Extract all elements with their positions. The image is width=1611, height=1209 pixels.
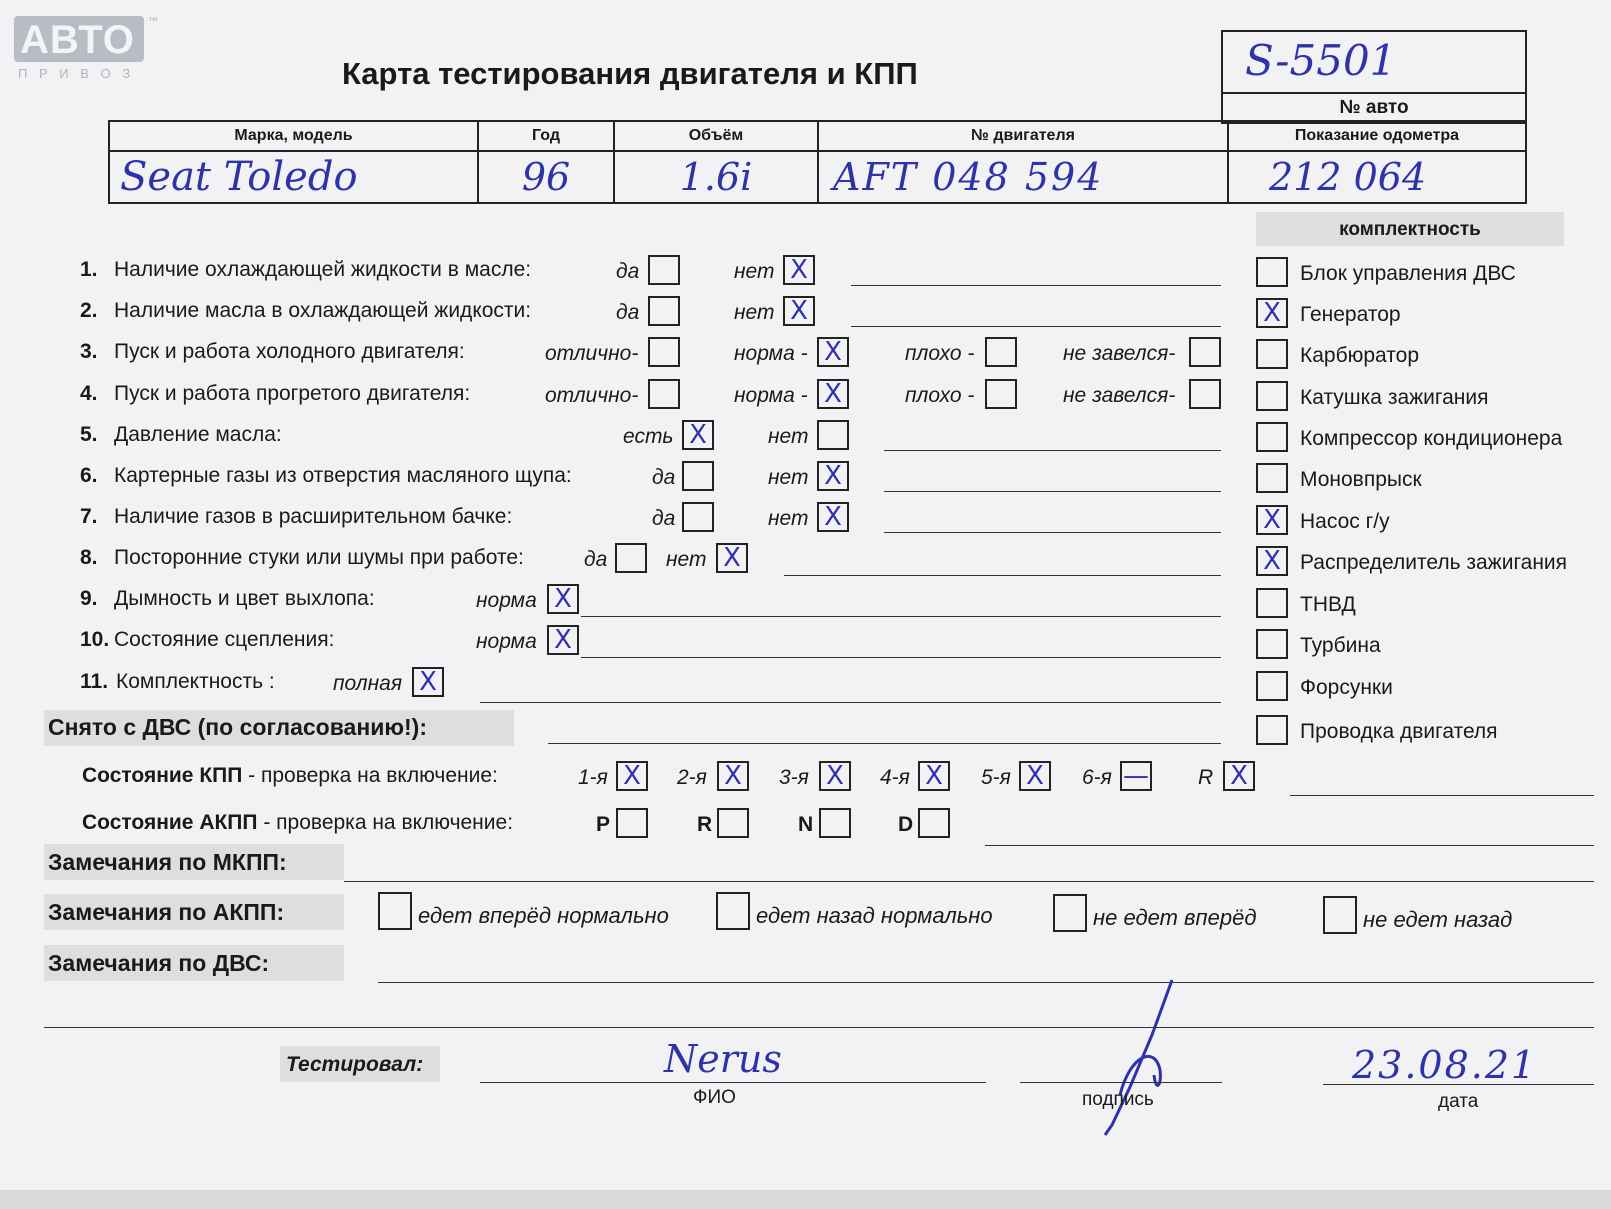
option-checkbox[interactable] bbox=[412, 667, 444, 697]
completeness-item-label: Катушка зажигания bbox=[1300, 386, 1489, 409]
auto-number-value: S-5501 bbox=[1245, 36, 1397, 85]
check-mark bbox=[920, 810, 948, 836]
check-mark bbox=[1258, 673, 1286, 699]
auto-number-label: № авто bbox=[1339, 97, 1409, 118]
option-label: да bbox=[616, 260, 640, 283]
tester-name-value: Nerus bbox=[664, 1037, 782, 1081]
completeness-checkbox[interactable] bbox=[1256, 381, 1288, 411]
check-mark bbox=[684, 463, 712, 489]
date-value: 23.08.21 bbox=[1352, 1043, 1538, 1087]
volume-value: 1.6i bbox=[679, 155, 753, 199]
question-text: Комплектность : bbox=[116, 670, 275, 693]
question-number: 3. bbox=[80, 340, 98, 363]
check-mark: X bbox=[824, 461, 842, 491]
completeness-checkbox[interactable] bbox=[1256, 463, 1288, 493]
question-text: Давление масла: bbox=[114, 423, 282, 446]
gear-label: 5-я bbox=[981, 766, 1011, 789]
engine-value: AFT 048 594 bbox=[833, 155, 1104, 199]
completeness-item-label: ТНВД bbox=[1300, 593, 1356, 616]
akpp-remark-checkbox[interactable] bbox=[1053, 894, 1087, 932]
question-text: Картерные газы из отверстия масляного щупа: bbox=[114, 464, 572, 487]
check-mark: X bbox=[554, 625, 572, 655]
check-mark bbox=[684, 504, 712, 530]
make-value: Seat Toledo bbox=[120, 154, 358, 200]
removed-line bbox=[548, 743, 1221, 744]
kpp-label: Состояние КПП - проверка на включение: bbox=[82, 764, 498, 787]
check-mark bbox=[1258, 631, 1286, 657]
page-title: Карта тестирования двигателя и КПП bbox=[342, 56, 918, 91]
completeness-checkbox[interactable] bbox=[1256, 505, 1288, 535]
check-mark: X bbox=[824, 379, 842, 409]
completeness-item-label: Блок управления ДВС bbox=[1300, 262, 1516, 285]
option-label: норма bbox=[476, 630, 537, 653]
check-mark bbox=[1258, 717, 1286, 743]
completeness-title: комплектность bbox=[1339, 219, 1481, 240]
check-mark: — bbox=[1123, 761, 1149, 791]
mode-label: D bbox=[898, 813, 914, 836]
question-number: 6. bbox=[80, 464, 98, 487]
note-line bbox=[581, 616, 1221, 617]
signature-line bbox=[1020, 1082, 1222, 1083]
gear-checkbox[interactable] bbox=[616, 761, 648, 791]
option-label: не завелся- bbox=[1063, 384, 1176, 407]
option-checkbox[interactable] bbox=[817, 502, 849, 532]
note-line bbox=[784, 575, 1221, 576]
option-checkbox[interactable] bbox=[817, 379, 849, 409]
gear-label: 3-я bbox=[779, 766, 809, 789]
check-mark bbox=[987, 339, 1015, 365]
akpp-remark-checkbox[interactable] bbox=[1323, 896, 1357, 934]
akpp-remark-label: не едет назад bbox=[1363, 907, 1513, 932]
signature-caption: подпись bbox=[1082, 1089, 1154, 1110]
tested-by-label: Тестировал: bbox=[286, 1053, 424, 1076]
check-mark bbox=[1258, 341, 1286, 367]
gear-label: 1-я bbox=[578, 766, 608, 789]
check-mark: X bbox=[419, 667, 437, 697]
tester-name-line bbox=[480, 1082, 986, 1083]
question-number: 8. bbox=[80, 546, 98, 569]
auto-number-box bbox=[1221, 30, 1527, 124]
check-mark bbox=[618, 810, 646, 836]
option-checkbox[interactable] bbox=[817, 337, 849, 367]
check-mark: X bbox=[826, 761, 844, 791]
question-text: Состояние сцепления: bbox=[114, 628, 335, 651]
option-label: не завелся- bbox=[1063, 342, 1176, 365]
completeness-item-label: Турбина bbox=[1300, 634, 1381, 657]
note-line bbox=[884, 450, 1221, 451]
option-checkbox[interactable] bbox=[716, 543, 748, 573]
akpp-remark-label: едет назад нормально bbox=[756, 903, 993, 928]
completeness-item-label: Моновпрыск bbox=[1300, 468, 1422, 491]
kpp-note-line bbox=[1290, 795, 1594, 796]
check-mark: X bbox=[1263, 505, 1281, 535]
question-number: 2. bbox=[80, 299, 98, 322]
option-checkbox[interactable] bbox=[682, 420, 714, 450]
option-label: да bbox=[652, 507, 676, 530]
note-line bbox=[851, 285, 1221, 286]
mode-checkbox[interactable] bbox=[918, 808, 950, 838]
check-mark bbox=[1191, 381, 1219, 407]
completeness-checkbox[interactable] bbox=[1256, 339, 1288, 369]
mode-label: R bbox=[697, 813, 713, 836]
check-mark bbox=[650, 298, 678, 324]
vehicle-header-table bbox=[108, 120, 1527, 204]
completeness-checkbox[interactable] bbox=[1256, 546, 1288, 576]
date-line bbox=[1323, 1084, 1594, 1085]
check-mark bbox=[1258, 383, 1286, 409]
gear-checkbox[interactable] bbox=[819, 761, 851, 791]
note-line bbox=[581, 657, 1221, 658]
akpp-note-line bbox=[985, 845, 1594, 846]
check-mark: X bbox=[724, 761, 742, 791]
question-number: 7. bbox=[80, 505, 98, 528]
option-checkbox[interactable] bbox=[682, 502, 714, 532]
remarks-akpp-label: Замечания по АКПП: bbox=[48, 899, 285, 925]
engine-label: № двигателя bbox=[818, 121, 1228, 151]
remarks-dvs-label: Замечания по ДВС: bbox=[48, 950, 270, 976]
akpp-remark-checkbox[interactable] bbox=[378, 892, 412, 930]
completeness-item-label: Насос г/у bbox=[1300, 510, 1390, 533]
mode-checkbox[interactable] bbox=[819, 808, 851, 838]
check-mark bbox=[1055, 896, 1085, 930]
check-mark bbox=[819, 422, 847, 448]
completeness-checkbox[interactable] bbox=[1256, 715, 1288, 745]
check-mark: X bbox=[790, 255, 808, 285]
logo-sub-text: П Р И В О З bbox=[18, 66, 135, 81]
check-mark: X bbox=[623, 761, 641, 791]
logo bbox=[14, 16, 158, 86]
option-label: полная bbox=[333, 672, 403, 695]
check-mark bbox=[1258, 259, 1286, 285]
akpp-label: Состояние АКПП - проверка на включение: bbox=[82, 811, 514, 834]
option-checkbox[interactable] bbox=[817, 420, 849, 450]
question-text: Наличие масла в охлаждающей жидкости: bbox=[114, 299, 532, 322]
removed-label: Снято с ДВС (по согласованию!): bbox=[48, 714, 427, 740]
option-checkbox[interactable] bbox=[985, 337, 1017, 367]
option-checkbox[interactable] bbox=[783, 255, 815, 285]
mode-checkbox[interactable] bbox=[616, 808, 648, 838]
question-number: 11. bbox=[80, 670, 109, 693]
check-mark: X bbox=[1263, 298, 1281, 328]
completeness-checkbox[interactable] bbox=[1256, 257, 1288, 287]
completeness-item-label: Распределитель зажигания bbox=[1300, 551, 1568, 574]
question-text: Дымность и цвет выхлопа: bbox=[114, 587, 375, 610]
check-mark: X bbox=[554, 584, 572, 614]
check-mark: X bbox=[790, 296, 808, 326]
check-mark bbox=[1258, 424, 1286, 450]
check-mark bbox=[650, 381, 678, 407]
option-label: да bbox=[652, 466, 676, 489]
completeness-item-label: Компрессор кондиционера bbox=[1300, 427, 1563, 450]
volume-label: Объём bbox=[614, 121, 818, 151]
completeness-checkbox[interactable] bbox=[1256, 298, 1288, 328]
note-line bbox=[884, 532, 1221, 533]
remarks-mkpp-label: Замечания по МКПП: bbox=[48, 849, 287, 875]
check-mark bbox=[718, 894, 748, 928]
option-label: нет bbox=[768, 507, 809, 530]
option-label: отлично- bbox=[545, 342, 639, 365]
option-label: нет bbox=[768, 425, 809, 448]
completeness-item-label: Проводка двигателя bbox=[1300, 720, 1498, 743]
check-mark: X bbox=[723, 543, 741, 573]
tester-name-caption: ФИО bbox=[693, 1087, 736, 1108]
remarks-dvs-line-2 bbox=[44, 1027, 1594, 1028]
option-label: отлично- bbox=[545, 384, 639, 407]
check-mark: X bbox=[1230, 761, 1248, 791]
note-line bbox=[884, 491, 1221, 492]
mode-label: N bbox=[798, 813, 814, 836]
question-text: Наличие охлаждающей жидкости в масле: bbox=[114, 258, 532, 281]
note-line bbox=[480, 702, 1221, 703]
completeness-checkbox[interactable] bbox=[1256, 422, 1288, 452]
check-mark: X bbox=[689, 420, 707, 450]
option-checkbox[interactable] bbox=[817, 461, 849, 491]
mode-label: P bbox=[596, 813, 611, 836]
signature bbox=[1060, 975, 1190, 1140]
question-number: 9. bbox=[80, 587, 98, 610]
note-line bbox=[851, 326, 1221, 327]
gear-checkbox[interactable] bbox=[1120, 761, 1152, 791]
question-number: 1. bbox=[80, 258, 98, 281]
gear-label: 4-я bbox=[880, 766, 910, 789]
completeness-checkbox[interactable] bbox=[1256, 588, 1288, 618]
question-text: Пуск и работа прогретого двигателя: bbox=[114, 382, 471, 405]
option-label: плохо - bbox=[905, 384, 975, 407]
option-checkbox[interactable] bbox=[1189, 379, 1221, 409]
mode-checkbox[interactable] bbox=[717, 808, 749, 838]
question-number: 10. bbox=[80, 628, 110, 651]
option-label: нет bbox=[666, 548, 707, 571]
make-label: Марка, модель bbox=[109, 121, 478, 151]
completeness-checkbox[interactable] bbox=[1256, 671, 1288, 701]
option-checkbox[interactable] bbox=[547, 584, 579, 614]
check-mark: X bbox=[824, 337, 842, 367]
gear-checkbox[interactable] bbox=[717, 761, 749, 791]
option-checkbox[interactable] bbox=[682, 461, 714, 491]
check-mark bbox=[617, 545, 645, 571]
akpp-remark-label: не едет вперёд bbox=[1093, 905, 1257, 930]
option-checkbox[interactable] bbox=[648, 296, 680, 326]
check-mark bbox=[1258, 590, 1286, 616]
gear-checkbox[interactable] bbox=[1019, 761, 1051, 791]
remarks-dvs-line bbox=[378, 982, 1594, 983]
option-label: норма - bbox=[734, 342, 808, 365]
completeness-checkbox[interactable] bbox=[1256, 629, 1288, 659]
check-mark bbox=[821, 810, 849, 836]
option-label: норма - bbox=[734, 384, 808, 407]
option-label: нет bbox=[734, 301, 775, 324]
completeness-item-label: Карбюратор bbox=[1300, 344, 1420, 367]
gear-label: 6-я bbox=[1082, 766, 1112, 789]
option-checkbox[interactable] bbox=[547, 625, 579, 655]
year-label: Год bbox=[478, 121, 614, 151]
option-checkbox[interactable] bbox=[648, 337, 680, 367]
odometer-value: 212 064 bbox=[1269, 155, 1427, 199]
check-mark: X bbox=[925, 761, 943, 791]
gear-checkbox[interactable] bbox=[918, 761, 950, 791]
option-label: есть bbox=[623, 425, 674, 448]
logo-tm: ™ bbox=[148, 16, 158, 27]
option-label: нет bbox=[768, 466, 809, 489]
akpp-remark-label: едет вперёд нормально bbox=[418, 903, 669, 928]
option-checkbox[interactable] bbox=[615, 543, 647, 573]
check-mark: X bbox=[1263, 546, 1281, 576]
gear-label: 2-я bbox=[677, 766, 707, 789]
check-mark: X bbox=[1026, 761, 1044, 791]
year-value: 96 bbox=[521, 155, 571, 199]
odometer-label: Показание одометра bbox=[1228, 121, 1526, 151]
check-mark bbox=[987, 381, 1015, 407]
akpp-remark-checkbox[interactable] bbox=[716, 892, 750, 930]
option-checkbox[interactable] bbox=[985, 379, 1017, 409]
question-number: 4. bbox=[80, 382, 98, 405]
logo-main-text: АВТО bbox=[20, 18, 135, 62]
question-text: Наличие газов в расширительном бачке: bbox=[114, 505, 513, 528]
option-checkbox[interactable] bbox=[1189, 337, 1221, 367]
check-mark bbox=[380, 894, 410, 928]
option-label: нет bbox=[734, 260, 775, 283]
option-label: да bbox=[616, 301, 640, 324]
check-mark: X bbox=[824, 502, 842, 532]
remarks-mkpp-line bbox=[344, 881, 1594, 882]
option-checkbox[interactable] bbox=[648, 379, 680, 409]
completeness-item-label: Генератор bbox=[1300, 303, 1401, 326]
check-mark bbox=[650, 339, 678, 365]
question-number: 5. bbox=[80, 423, 98, 446]
check-mark bbox=[1191, 339, 1219, 365]
question-text: Посторонние стуки или шумы при работе: bbox=[114, 546, 524, 569]
gear-label: R bbox=[1198, 766, 1214, 789]
check-mark bbox=[719, 810, 747, 836]
option-label: да bbox=[584, 548, 608, 571]
option-checkbox[interactable] bbox=[648, 255, 680, 285]
check-mark bbox=[650, 257, 678, 283]
question-text: Пуск и работа холодного двигателя: bbox=[114, 340, 465, 363]
check-mark bbox=[1325, 898, 1355, 932]
check-mark bbox=[1258, 465, 1286, 491]
option-label: плохо - bbox=[905, 342, 975, 365]
date-caption: дата bbox=[1438, 1091, 1479, 1112]
option-checkbox[interactable] bbox=[783, 296, 815, 326]
completeness-item-label: Форсунки bbox=[1300, 676, 1393, 699]
option-label: норма bbox=[476, 589, 537, 612]
gear-checkbox[interactable] bbox=[1223, 761, 1255, 791]
